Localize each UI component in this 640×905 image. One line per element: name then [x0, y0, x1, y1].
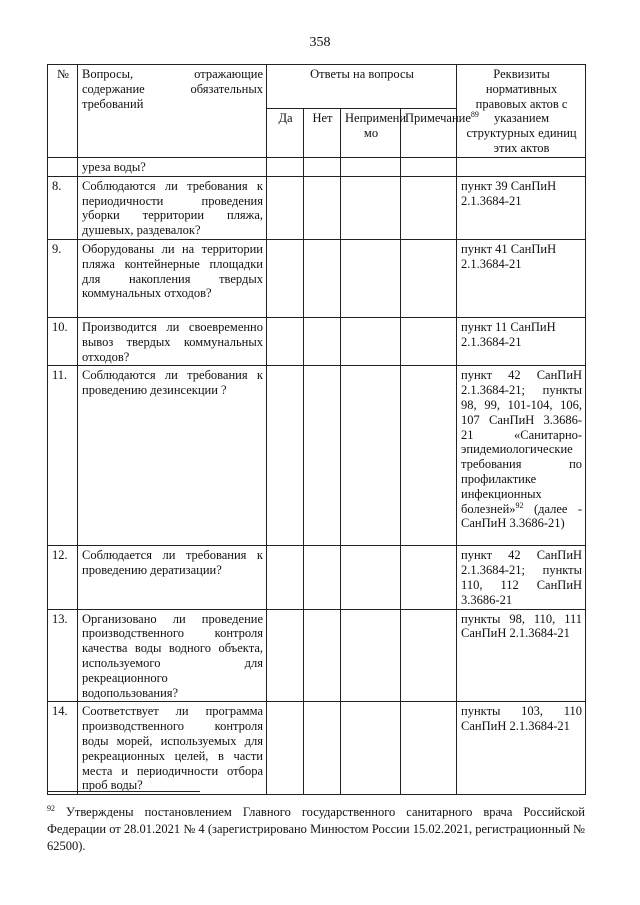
cell-no[interactable] — [304, 239, 341, 317]
cell-note[interactable] — [401, 239, 457, 317]
row-question: Соблюдаются ли требования к периодичности проведения уборки территории пляжа, душевых, раздевалок? — [78, 176, 267, 239]
cell-not-applicable[interactable] — [341, 317, 401, 365]
row-number: 8. — [48, 176, 78, 239]
header-no: Нет — [304, 109, 341, 158]
cell-no[interactable] — [304, 366, 341, 546]
row-requisites — [457, 366, 586, 546]
table-row — [48, 158, 586, 177]
cell-not-applicable[interactable] — [341, 609, 401, 702]
cell-yes[interactable] — [267, 366, 304, 546]
table-row — [48, 317, 586, 365]
footnote — [47, 800, 585, 855]
row-requisites: пункт 42 СанПиН 2.1.3684-21; пункты 110, 112 СанПиН 3.3686-21 — [457, 546, 586, 609]
page-number: 358 — [309, 35, 331, 50]
row-requisites — [457, 158, 586, 177]
footnote-text: Утверждены постановлением Главного государственного санитарного врача Российской Федерации от 28.01.2021 № 4 (зарегистрировано Минюстом России 15.02.2021, регистрационный № 62500). — [47, 805, 585, 854]
cell-not-applicable[interactable] — [341, 158, 401, 177]
cell-no[interactable] — [304, 609, 341, 702]
cell-no[interactable] — [304, 317, 341, 365]
header-number: № — [48, 65, 78, 158]
cell-yes[interactable] — [267, 317, 304, 365]
footnote-mark: 92 — [515, 500, 524, 510]
row-number: 12. — [48, 546, 78, 609]
cell-yes[interactable] — [267, 702, 304, 795]
row-question: Соблюдаются ли требования к проведению дезинсекции ? — [78, 366, 267, 546]
row-question: Соответствует ли программа производственного контроля воды морей, используемых для рекреационных целей, в части места и периодичности отбора проб воды? — [78, 702, 267, 795]
cell-yes[interactable] — [267, 176, 304, 239]
header-not-applicable: Непримени мо — [341, 109, 401, 158]
table-row — [48, 609, 586, 702]
cell-note[interactable] — [401, 317, 457, 365]
table-row — [48, 546, 586, 609]
table-row — [48, 176, 586, 239]
requirements-table — [47, 64, 586, 795]
row-number: 11. — [48, 366, 78, 546]
row-number: 14. — [48, 702, 78, 795]
row-number: 9. — [48, 239, 78, 317]
row-number — [48, 158, 78, 177]
row-question: Организовано ли проведение производственного контроля качества воды водного объекта, используемого для рекреационного водопользования? — [78, 609, 267, 702]
cell-note[interactable] — [401, 176, 457, 239]
row-requisites: пункт 41 СанПиН 2.1.3684-21 — [457, 239, 586, 317]
footnote-number: 92 — [47, 804, 55, 813]
cell-note[interactable] — [401, 158, 457, 177]
row-number: 13. — [48, 609, 78, 702]
table-header-row — [48, 65, 586, 109]
cell-yes[interactable] — [267, 546, 304, 609]
footnote-separator — [47, 791, 200, 792]
row-requisites: пункты 103, 110 СанПиН 2.1.3684-21 — [457, 702, 586, 795]
row-number: 10. — [48, 317, 78, 365]
row-question: Производится ли своевременно вывоз твердых коммунальных отходов? — [78, 317, 267, 365]
cell-note[interactable] — [401, 546, 457, 609]
cell-not-applicable[interactable] — [341, 702, 401, 795]
table-row — [48, 702, 586, 795]
row-question: Оборудованы ли на территории пляжа контейнерные площадки для накопления твердых коммунальных отходов? — [78, 239, 267, 317]
cell-yes[interactable] — [267, 158, 304, 177]
cell-not-applicable[interactable] — [341, 366, 401, 546]
cell-note[interactable] — [401, 702, 457, 795]
cell-yes[interactable] — [267, 609, 304, 702]
requisites-text-tail: (далее - СанПиН 3.3686-21) — [461, 501, 583, 531]
cell-no[interactable] — [304, 176, 341, 239]
header-answers: Ответы на вопросы — [267, 65, 457, 109]
row-question: уреза воды? — [78, 158, 267, 177]
table-row — [48, 366, 586, 546]
cell-no[interactable] — [304, 158, 341, 177]
cell-note[interactable] — [401, 609, 457, 702]
header-note — [401, 109, 479, 158]
cell-no[interactable] — [304, 702, 341, 795]
table-row — [48, 239, 586, 317]
row-requisites: пункты 98, 110, 111 СанПиН 2.1.3684-21 — [457, 609, 586, 702]
row-requisites: пункт 11 СанПиН 2.1.3684-21 — [457, 317, 586, 365]
cell-not-applicable[interactable] — [341, 546, 401, 609]
cell-no[interactable] — [304, 546, 341, 609]
cell-yes[interactable] — [267, 239, 304, 317]
requisites-text: пункт 42 СанПиН 2.1.3684-21; пункты 98, 99, 101-104, 106, 107 СанПиН 3.3686-21 «Санитарно-эпидемиологические требования по профилактике инфекционных болезней» — [461, 368, 583, 516]
header-questions: Вопросы, отражающие содержание обязательных требований — [78, 65, 267, 158]
header-note-footnote-mark: 89 — [470, 109, 479, 119]
header-yes: Да — [267, 109, 304, 158]
cell-not-applicable[interactable] — [341, 239, 401, 317]
header-requisites: Реквизиты нормативных правовых актов с указанием структурных единиц этих актов — [457, 65, 586, 158]
cell-not-applicable[interactable] — [341, 176, 401, 239]
row-requisites: пункт 39 СанПиН 2.1.3684-21 — [457, 176, 586, 239]
row-question: Соблюдается ли требования к проведению дератизации? — [78, 546, 267, 609]
header-note-label: Примечание — [405, 111, 471, 125]
cell-note[interactable] — [401, 366, 457, 546]
